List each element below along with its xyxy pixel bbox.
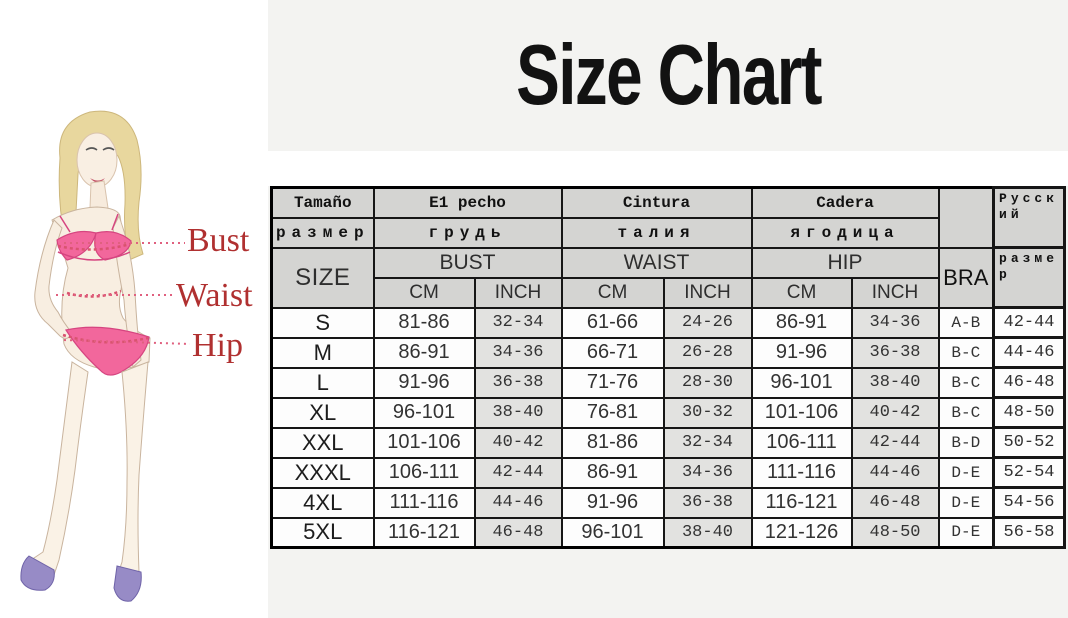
size-cell: XXXL <box>272 458 374 488</box>
hip-label: Hip <box>192 327 243 364</box>
hip-cm-cell: 86-91 <box>752 308 852 338</box>
russian-size-cell: 50-52 <box>994 428 1065 458</box>
hip-inch-header: INCH <box>852 278 939 308</box>
title-band <box>268 0 1068 151</box>
waist-inch-cell: 38-40 <box>664 518 752 548</box>
waist-label: Waist <box>176 277 253 314</box>
bust-inch-header: INCH <box>475 278 562 308</box>
bust-inch-cell: 40-42 <box>475 428 562 458</box>
table-row <box>272 338 1065 368</box>
russian-size-header-line1: Русский <box>994 188 1065 248</box>
russian-size-header-line2: размер <box>994 248 1065 308</box>
waist-inch-cell: 34-36 <box>664 458 752 488</box>
table-row <box>272 398 1065 428</box>
waist-inch-header: INCH <box>664 278 752 308</box>
size-header-es: Tamaño <box>272 188 374 218</box>
waist-cm-cell: 76-81 <box>562 398 664 428</box>
hip-cm-cell: 91-96 <box>752 338 852 368</box>
hip-cm-cell: 106-111 <box>752 428 852 458</box>
table-row <box>272 518 1065 548</box>
size-cell: XXL <box>272 428 374 458</box>
size-cell: XL <box>272 398 374 428</box>
waist-header-es: Cintura <box>562 188 752 218</box>
table-row <box>272 428 1065 458</box>
bust-header-es: E1 pecho <box>374 188 562 218</box>
bust-inch-cell: 42-44 <box>475 458 562 488</box>
hip-cm-cell: 111-116 <box>752 458 852 488</box>
waist-inch-cell: 26-28 <box>664 338 752 368</box>
bust-cm-cell: 111-116 <box>374 488 475 518</box>
waist-cm-cell: 61-66 <box>562 308 664 338</box>
hip-inch-cell: 44-46 <box>852 458 939 488</box>
russian-size-cell: 56-58 <box>994 518 1065 548</box>
bra-column-header-empty <box>939 188 994 248</box>
cadera-header-es: Cadera <box>752 188 939 218</box>
bust-cm-cell: 91-96 <box>374 368 475 398</box>
bra-header: BRA <box>939 248 994 308</box>
right-shoe <box>114 566 141 601</box>
russian-size-cell: 46-48 <box>994 368 1065 398</box>
waist-header-en: WAIST <box>562 248 752 278</box>
panel-divider-strip <box>268 151 1068 186</box>
size-header-ru: размер <box>272 218 374 248</box>
bust-cm-cell: 106-111 <box>374 458 475 488</box>
bust-cm-cell: 81-86 <box>374 308 475 338</box>
waist-inch-cell: 28-30 <box>664 368 752 398</box>
size-cell: S <box>272 308 374 338</box>
waist-cm-cell: 86-91 <box>562 458 664 488</box>
waist-cm-cell: 66-71 <box>562 338 664 368</box>
waist-cm-cell: 91-96 <box>562 488 664 518</box>
size-cell: 5XL <box>272 518 374 548</box>
russian-size-cell: 52-54 <box>994 458 1065 488</box>
bra-cell: B-C <box>939 368 994 398</box>
size-cell: M <box>272 338 374 368</box>
waist-cm-cell: 81-86 <box>562 428 664 458</box>
waist-inch-cell: 24-26 <box>664 308 752 338</box>
left-leg <box>26 362 88 583</box>
hip-inch-cell: 42-44 <box>852 428 939 458</box>
bra-cell: A-B <box>939 308 994 338</box>
hip-inch-cell: 34-36 <box>852 308 939 338</box>
bust-inch-cell: 34-36 <box>475 338 562 368</box>
right-leg <box>118 362 148 578</box>
bust-cm-cell: 96-101 <box>374 398 475 428</box>
bra-cell: B-C <box>939 338 994 368</box>
face <box>77 133 117 187</box>
hip-inch-cell: 38-40 <box>852 368 939 398</box>
hip-header-ru: ягодица <box>752 218 939 248</box>
bra-cell: B-D <box>939 428 994 458</box>
size-table <box>270 186 1066 549</box>
hip-inch-cell: 48-50 <box>852 518 939 548</box>
bust-inch-cell: 46-48 <box>475 518 562 548</box>
waist-inch-cell: 30-32 <box>664 398 752 428</box>
bust-inch-cell: 36-38 <box>475 368 562 398</box>
bust-cm-cell: 116-121 <box>374 518 475 548</box>
russian-size-cell: 54-56 <box>994 488 1065 518</box>
bust-inch-cell: 44-46 <box>475 488 562 518</box>
waist-cm-cell: 96-101 <box>562 518 664 548</box>
size-cell: 4XL <box>272 488 374 518</box>
hip-header-en: HIP <box>752 248 939 278</box>
table-row <box>272 488 1065 518</box>
bra-cell: D-E <box>939 518 994 548</box>
hip-cm-cell: 121-126 <box>752 518 852 548</box>
russian-size-cell: 48-50 <box>994 398 1065 428</box>
bra-cell: D-E <box>939 488 994 518</box>
bra-cell: D-E <box>939 458 994 488</box>
russian-size-cell: 42-44 <box>994 308 1065 338</box>
table-row <box>272 308 1065 338</box>
hip-cm-header: CM <box>752 278 852 308</box>
hip-cm-cell: 96-101 <box>752 368 852 398</box>
bust-cm-cell: 86-91 <box>374 338 475 368</box>
header-row-english <box>272 248 1065 278</box>
waist-cm-cell: 71-76 <box>562 368 664 398</box>
bust-cm-header: CM <box>374 278 475 308</box>
hip-inch-cell: 40-42 <box>852 398 939 428</box>
hip-inch-cell: 46-48 <box>852 488 939 518</box>
size-header-en: SIZE <box>272 248 374 308</box>
figure-panel <box>0 0 268 618</box>
header-row-spanish <box>272 188 1065 218</box>
russian-size-cell: 44-46 <box>994 338 1065 368</box>
bust-header-ru: грудь <box>374 218 562 248</box>
size-cell: L <box>272 368 374 398</box>
bra-cell: B-C <box>939 398 994 428</box>
bust-cm-cell: 101-106 <box>374 428 475 458</box>
table-row <box>272 368 1065 398</box>
bust-header-en: BUST <box>374 248 562 278</box>
waist-inch-cell: 32-34 <box>664 428 752 458</box>
waist-header-ru: талия <box>562 218 752 248</box>
bust-inch-cell: 38-40 <box>475 398 562 428</box>
hip-cm-cell: 101-106 <box>752 398 852 428</box>
table-row <box>272 458 1065 488</box>
page-title: Size Chart <box>515 27 821 123</box>
hip-inch-cell: 36-38 <box>852 338 939 368</box>
bust-label: Bust <box>187 222 250 259</box>
bust-inch-cell: 32-34 <box>475 308 562 338</box>
hip-cm-cell: 116-121 <box>752 488 852 518</box>
waist-cm-header: CM <box>562 278 664 308</box>
waist-inch-cell: 36-38 <box>664 488 752 518</box>
